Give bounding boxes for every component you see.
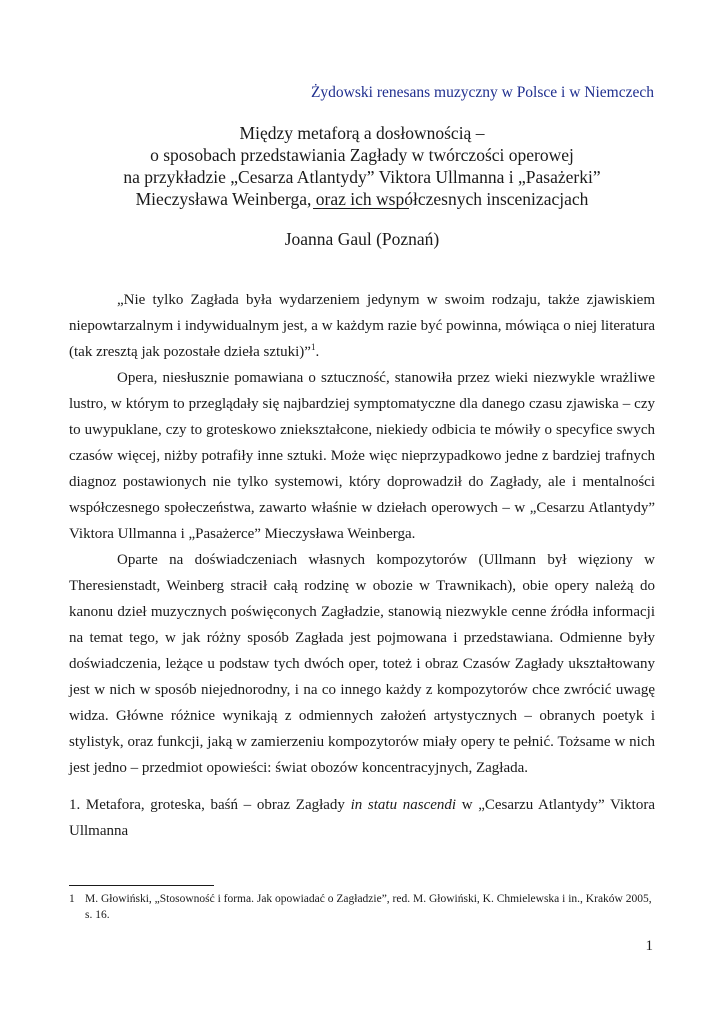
paragraph-text: „Nie tylko Zagłada była wydarzeniem jedynym w swoim rodzaju, także zjawiskiem niepowtarzalnym i indywidualnym jest, a w każdym razie być powinna, mówiąca o niej literatura (tak zresztą jak pozostałe dzieła sztuki)” [69, 292, 655, 360]
title-line: na przykładzie „Cesarza Atlantydy” Viktora Ullmanna i „Pasażerki” [123, 167, 601, 187]
author-line: Joanna Gaul (Poznań) [284, 229, 440, 249]
title-line: Mieczysława Weinberga, oraz ich współczesnych inscenizacjach [135, 189, 589, 209]
paragraph-end-punctuation: . [315, 344, 320, 360]
section-heading-text-end: w „Cesarzu Atlantydy” Viktora Ullmanna [69, 797, 655, 839]
footnote-text: M. Głowiński, „Stosowność i forma. Jak opowiadać o Zagładzie”, red. M. Głowiński, K. Chmielewska i in., Kraków 2005, s. 16. [85, 893, 652, 921]
title-line: Między metaforą a dosłownością – [239, 123, 485, 143]
title-line: o sposobach przedstawiania Zagłady w twórczości operowej [150, 145, 574, 165]
page-number: 1 [645, 938, 653, 954]
article-title [60, 122, 664, 210]
footnote [69, 891, 659, 923]
section-heading-italic: in statu nascendi [350, 797, 457, 813]
footnote-number: 1 [69, 893, 75, 905]
paragraph [69, 287, 655, 365]
footnote-reference[interactable]: 1 [310, 342, 316, 352]
section-heading [69, 792, 655, 844]
article-body [69, 287, 655, 781]
footnote-divider [69, 885, 214, 886]
paragraph: Oparte na doświadczeniach własnych kompozytorów (Ullmann był więziony w Theresienstadt, Weinberg stracił całą rodzinę w obozie w Trawnikach), obie opery należą do kanonu dzieł muzycznych poświęconych Zagładzie, stanowią niezwykle cenne źródła informacji na temat tego, w jak różny sposób Zagłada jest pojmowana i przedstawiana. Odmienne były doświadczenia, leżące u podstaw tych dwóch oper, toteż i obraz Czasów Zagłady ukształtowany jest w nich w sposób niejednorodny, i na co innego każdy z kompozytorów chce zwrócić uwagę widza. Główne różnice wynikają z odmiennych założeń artystycznych – obranych poetyk i stylistyk, oraz funkcji, jaką w zamierzeniu kompozytorów miały opery te pełnić. Tożsame w nich jest jedno – przedmiot opowieści: świat obozów koncentracyjnych, Zagłada. [69, 552, 655, 776]
paragraph: Opera, niesłusznie pomawiana o sztuczność, stanowiła przez wieki niezwykle wrażliwe lustro, w którym to przeglądały się najbardziej symptomatyczne dla danego czasu zjawiska – czy to uwypuklane, czy to groteskowo zniekształcone, niekiedy odbicia te mówiły o specyfice swych czasów więcej, niżby potrafiły inne sztuki. Może więc nieprzypadkowo jedne z bardziej trafnych diagnoz postawionych nie tylko systemowi, który doprowadził do Zagłady, ale i mentalności współczesnego społeczeństwa, zawarto właśnie w dziełach operowych – w „Cesarzu Atlantydy” Viktora Ullmanna i „Pasażerce” Mieczysława Weinberga. [69, 370, 655, 542]
running-header: Żydowski renesans muzyczny w Polsce i w Niemczech [310, 84, 654, 101]
section-heading-text: 1. Metafora, groteska, baśń – obraz Zagłady [69, 797, 351, 813]
title-divider [313, 208, 409, 209]
